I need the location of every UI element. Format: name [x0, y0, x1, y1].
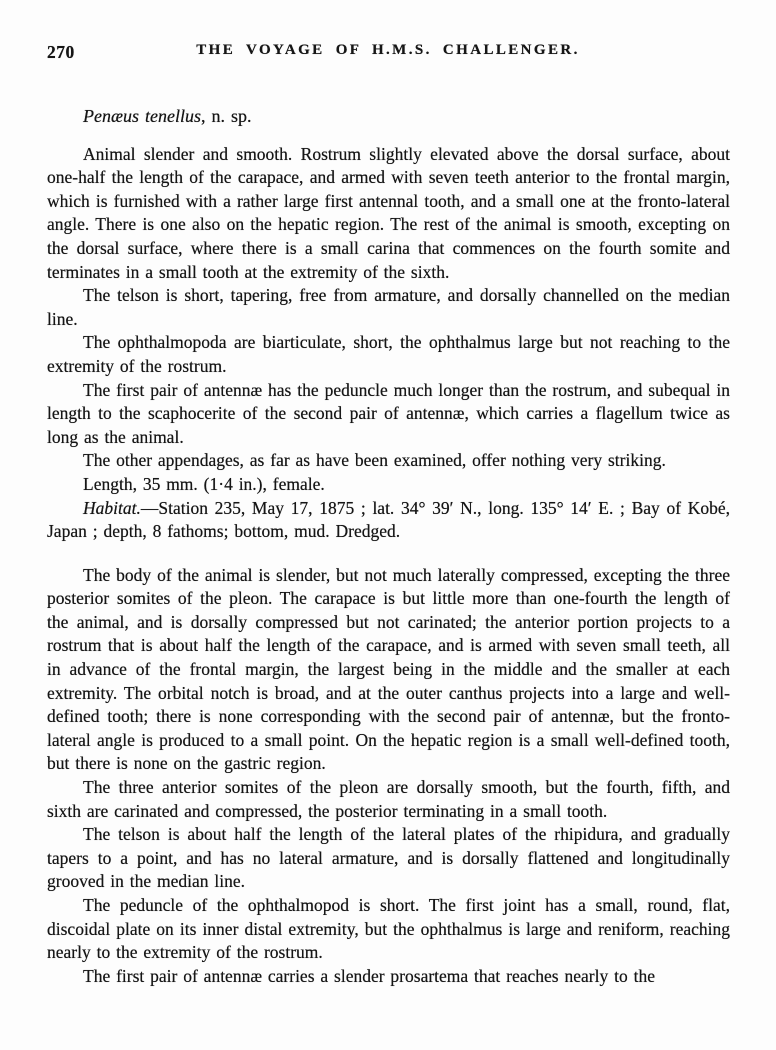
text-block — [47, 66, 730, 988]
paragraph-animal-description: Animal slender and smooth. Rostrum slightly elevated above the dorsal surface, about one-half the length of the carapace, and armed with seven teeth anterior to the frontal margin, which is furnished with a rather large first antennal tooth, and a small one at the fronto-lateral angle. There is one also on the hepatic region. The rest of the animal is smooth, excepting on the dorsal surface, where there is a small carina that commences on the fourth somite and terminates in a small tooth at the extremity of the sixth. — [47, 143, 730, 282]
running-title: THE VOYAGE OF H.M.S. CHALLENGER. — [196, 42, 580, 58]
paragraph-ophthalmopoda: The ophthalmopoda are biarticulate, short, the ophthalmus large but not reaching to the extremity of the rostrum. — [47, 332, 730, 376]
paragraph-telson-detail: The telson is about half the length of the lateral plates of the rhipidura, and gradually tapers to a point, and has no lateral armature, and is dorsally flattened and longitudinally grooved in the median line. — [47, 824, 730, 892]
paragraph-habitat — [47, 497, 730, 544]
paragraph-pleon-somites: The three anterior somites of the pleon are dorsally smooth, but the fourth, fifth, and sixth are carinated and compressed, the posterior terminating in a small tooth. — [47, 777, 730, 821]
page-number: 270 — [47, 42, 75, 62]
habitat-label: Habitat. — [83, 497, 141, 518]
paragraph-ophthalmopod-peduncle: The peduncle of the ophthalmopod is short. The first joint has a small, round, flat, discoidal plate on its inner distal extremity, but the ophthalmus is large and reniform, reaching nearly to the extremity of the rostrum. — [47, 895, 730, 963]
species-name: Penæus tenellus — [83, 106, 201, 126]
paragraph-body-description: The body of the animal is slender, but not much laterally compressed, excepting the three posterior somites of the pleon. The carapace is but little more than one-fourth the length of the animal, and is dorsally compressed but not carinated; the anterior portion projects to a rostrum that is about half the length of the carapace, and is armed with seven small teeth, all in advance of the frontal margin, the largest being in the middle and the smaller at each extremity. The orbital notch is broad, and at the outer canthus projects into a large and well-defined tooth; there is none corresponding with the second pair of antennæ, but the fronto-lateral angle is produced to a small point. On the hepatic region is a small well-defined tooth, but there is none on the gastric region. — [47, 564, 730, 774]
paragraph-antennae: The first pair of antennæ has the peduncle much longer than the rostrum, and subequal in length to the scaphocerite of the second pair of antennæ, which carries a flagellum twice as long as the animal. — [47, 379, 730, 447]
paragraph-prosartema: The first pair of antennæ carries a slender prosartema that reaches nearly to the — [83, 965, 655, 986]
running-header — [0, 0, 776, 66]
species-heading-suffix: , n. sp. — [200, 106, 252, 126]
paragraph-telson: The telson is short, tapering, free from armature, and dorsally channelled on the median line. — [47, 285, 730, 329]
paragraph-length: Length, 35 mm. (1·4 in.), female. — [83, 473, 325, 494]
habitat-text: —Station 235, May 17, 1875 ; lat. 34° 39′ N., long. 135° 14′ E. ; Bay of Kobé, Japan ; depth, 8 fathoms; bottom, mud. Dredged. — [47, 497, 730, 542]
species-heading — [47, 66, 730, 129]
paragraph-appendages: The other appendages, as far as have been examined, offer nothing very striking. — [83, 450, 666, 471]
